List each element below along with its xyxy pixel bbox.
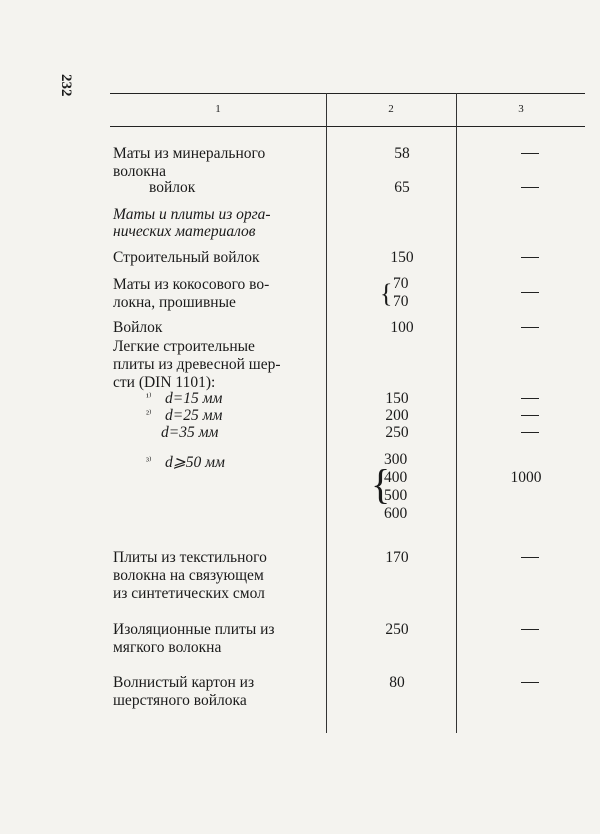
construction-felt-label: Строительный войлок [113,249,260,266]
coconut-value-2: 70 [393,293,409,310]
mineral-mats-dash [521,153,539,154]
insulation-line1: Изоляционные плиты из [113,621,275,638]
d50-brace: { [371,460,391,509]
textile-line1: Плиты из текстильного [113,549,267,566]
textile-dash [521,557,539,558]
mineral-mats-line1: Маты из минерального [113,145,266,162]
insulation-line2: мягкого волокна [113,639,222,656]
d50-value-4: 600 [384,505,408,522]
wood-wool-line2: плиты из древесной шер- [113,356,281,373]
coconut-dash [521,292,539,293]
d15-label: d=15 мм [165,390,223,407]
d50-col3-value: 1000 [510,469,542,486]
construction-felt-value: 150 [390,249,414,266]
mineral-mats-value: 58 [394,145,410,162]
wood-wool-line1: Легкие строительные [113,338,255,355]
wood-wool-line3: сти (DIN 1101): [113,374,216,391]
textile-line3: из синтетических смол [113,585,265,602]
header-bottom-rule [110,126,585,127]
corrugated-dash [521,682,539,683]
column-divider-2 [456,93,457,733]
d25-footnote-mark: ²⁾ [146,409,152,420]
d25-value: 200 [385,407,409,424]
header-col2: 2 [388,103,394,115]
d50-value-2: 400 [384,469,408,486]
d35-label: d=35 мм [161,424,219,441]
felt2-label: Войлок [113,319,163,336]
coconut-value-1: 70 [393,275,409,292]
header-col3: 3 [518,103,524,115]
wood-wool-line1-wrap [113,337,323,356]
d35-value: 250 [385,424,409,441]
coconut-line1: Маты из кокосового во- [113,276,270,293]
page-number: 232 [58,74,74,97]
table-top-rule [110,93,585,94]
corrugated-line1: Волнистый картон из [113,674,255,691]
d15-value: 150 [385,390,409,407]
d50-value-1: 300 [384,451,408,468]
felt-label: войлок [149,179,196,196]
felt2-dash [521,327,539,328]
coconut-brace: { [380,279,393,308]
organic-heading-line1: Маты и плиты из орга- [113,206,271,223]
organic-heading-line2: нических материалов [113,223,256,240]
insulation-value: 250 [385,621,409,638]
d50-footnote-mark: ³⁾ [146,456,152,467]
felt2-value: 100 [390,319,414,336]
d15-footnote-mark: ¹⁾ [146,392,152,403]
textile-value: 170 [385,549,409,566]
d50-value-3: 500 [384,487,408,504]
row-mineral-mats [113,144,323,163]
corrugated-line2: шерстяного войлока [113,692,247,709]
felt-value: 65 [394,179,410,196]
felt-dash [521,187,539,188]
construction-felt-dash [521,257,539,258]
insulation-dash [521,629,539,630]
d25-dash [521,415,539,416]
column-divider-1 [326,93,327,733]
coconut-line2: локна, прошивные [113,294,236,311]
corrugated-value: 80 [389,674,405,691]
textile-line2: волокна на связующем [113,567,264,584]
d25-label: d=25 мм [165,407,223,424]
d50-label: d⩾50 мм [165,454,225,471]
header-col1: 1 [215,103,221,115]
mineral-mats-line2: волокна [113,163,166,180]
d35-dash [521,432,539,433]
d15-dash [521,398,539,399]
